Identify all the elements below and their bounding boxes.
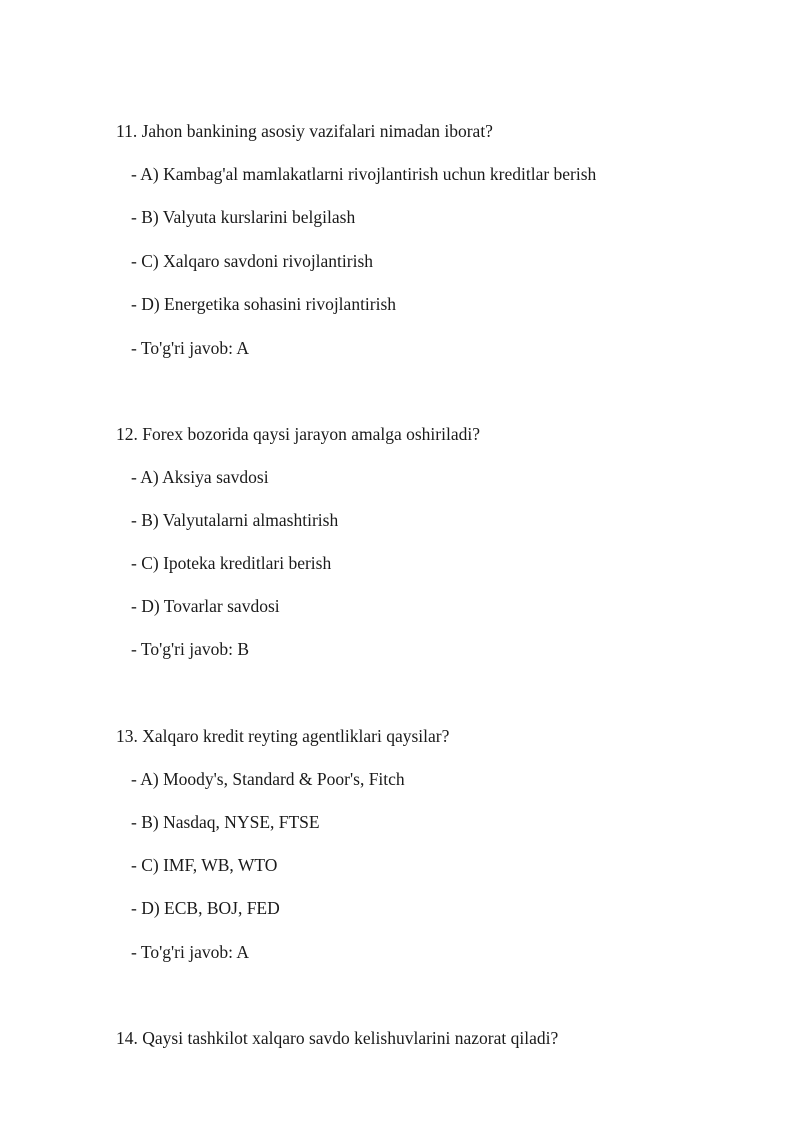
question-11-option-b: - B) Valyuta kurslarini belgilash	[131, 207, 356, 227]
question-12-option-c: - C) Ipoteka kreditlari berish	[131, 553, 332, 573]
question-13: 13. Xalqaro kredit reyting agentliklari qaysilar?	[116, 726, 450, 746]
question-12-option-d: - D) Tovarlar savdosi	[131, 596, 280, 616]
question-12-answer: - To'g'ri javob: B	[131, 639, 250, 659]
question-12-option-b: - B) Valyutalarni almashtirish	[131, 510, 339, 530]
question-11-option-d: - D) Energetika sohasini rivojlantirish	[131, 294, 397, 314]
question-11-option-c: - C) Xalqaro savdoni rivojlantirish	[131, 251, 374, 271]
question-13-answer: - To'g'ri javob: A	[131, 942, 250, 962]
question-13-option-c: - C) IMF, WB, WTO	[131, 855, 278, 875]
question-12: 12. Forex bozorida qaysi jarayon amalga oshiriladi?	[116, 424, 480, 444]
question-12-option-a: - A) Aksiya savdosi	[131, 467, 269, 487]
question-14: 14. Qaysi tashkilot xalqaro savdo kelishuvlarini nazorat qiladi?	[116, 1028, 559, 1048]
question-13-option-b: - B) Nasdaq, NYSE, FTSE	[131, 812, 320, 832]
question-11-option-a: - A) Kambag'al mamlakatlarni rivojlantirish uchun kreditlar berish	[131, 164, 597, 184]
question-11-answer: - To'g'ri javob: A	[131, 338, 250, 358]
question-13-option-d: - D) ECB, BOJ, FED	[131, 898, 280, 918]
question-13-option-a: - A) Moody's, Standard & Poor's, Fitch	[131, 769, 405, 789]
question-11: 11. Jahon bankining asosiy vazifalari nimadan iborat?	[116, 121, 493, 141]
